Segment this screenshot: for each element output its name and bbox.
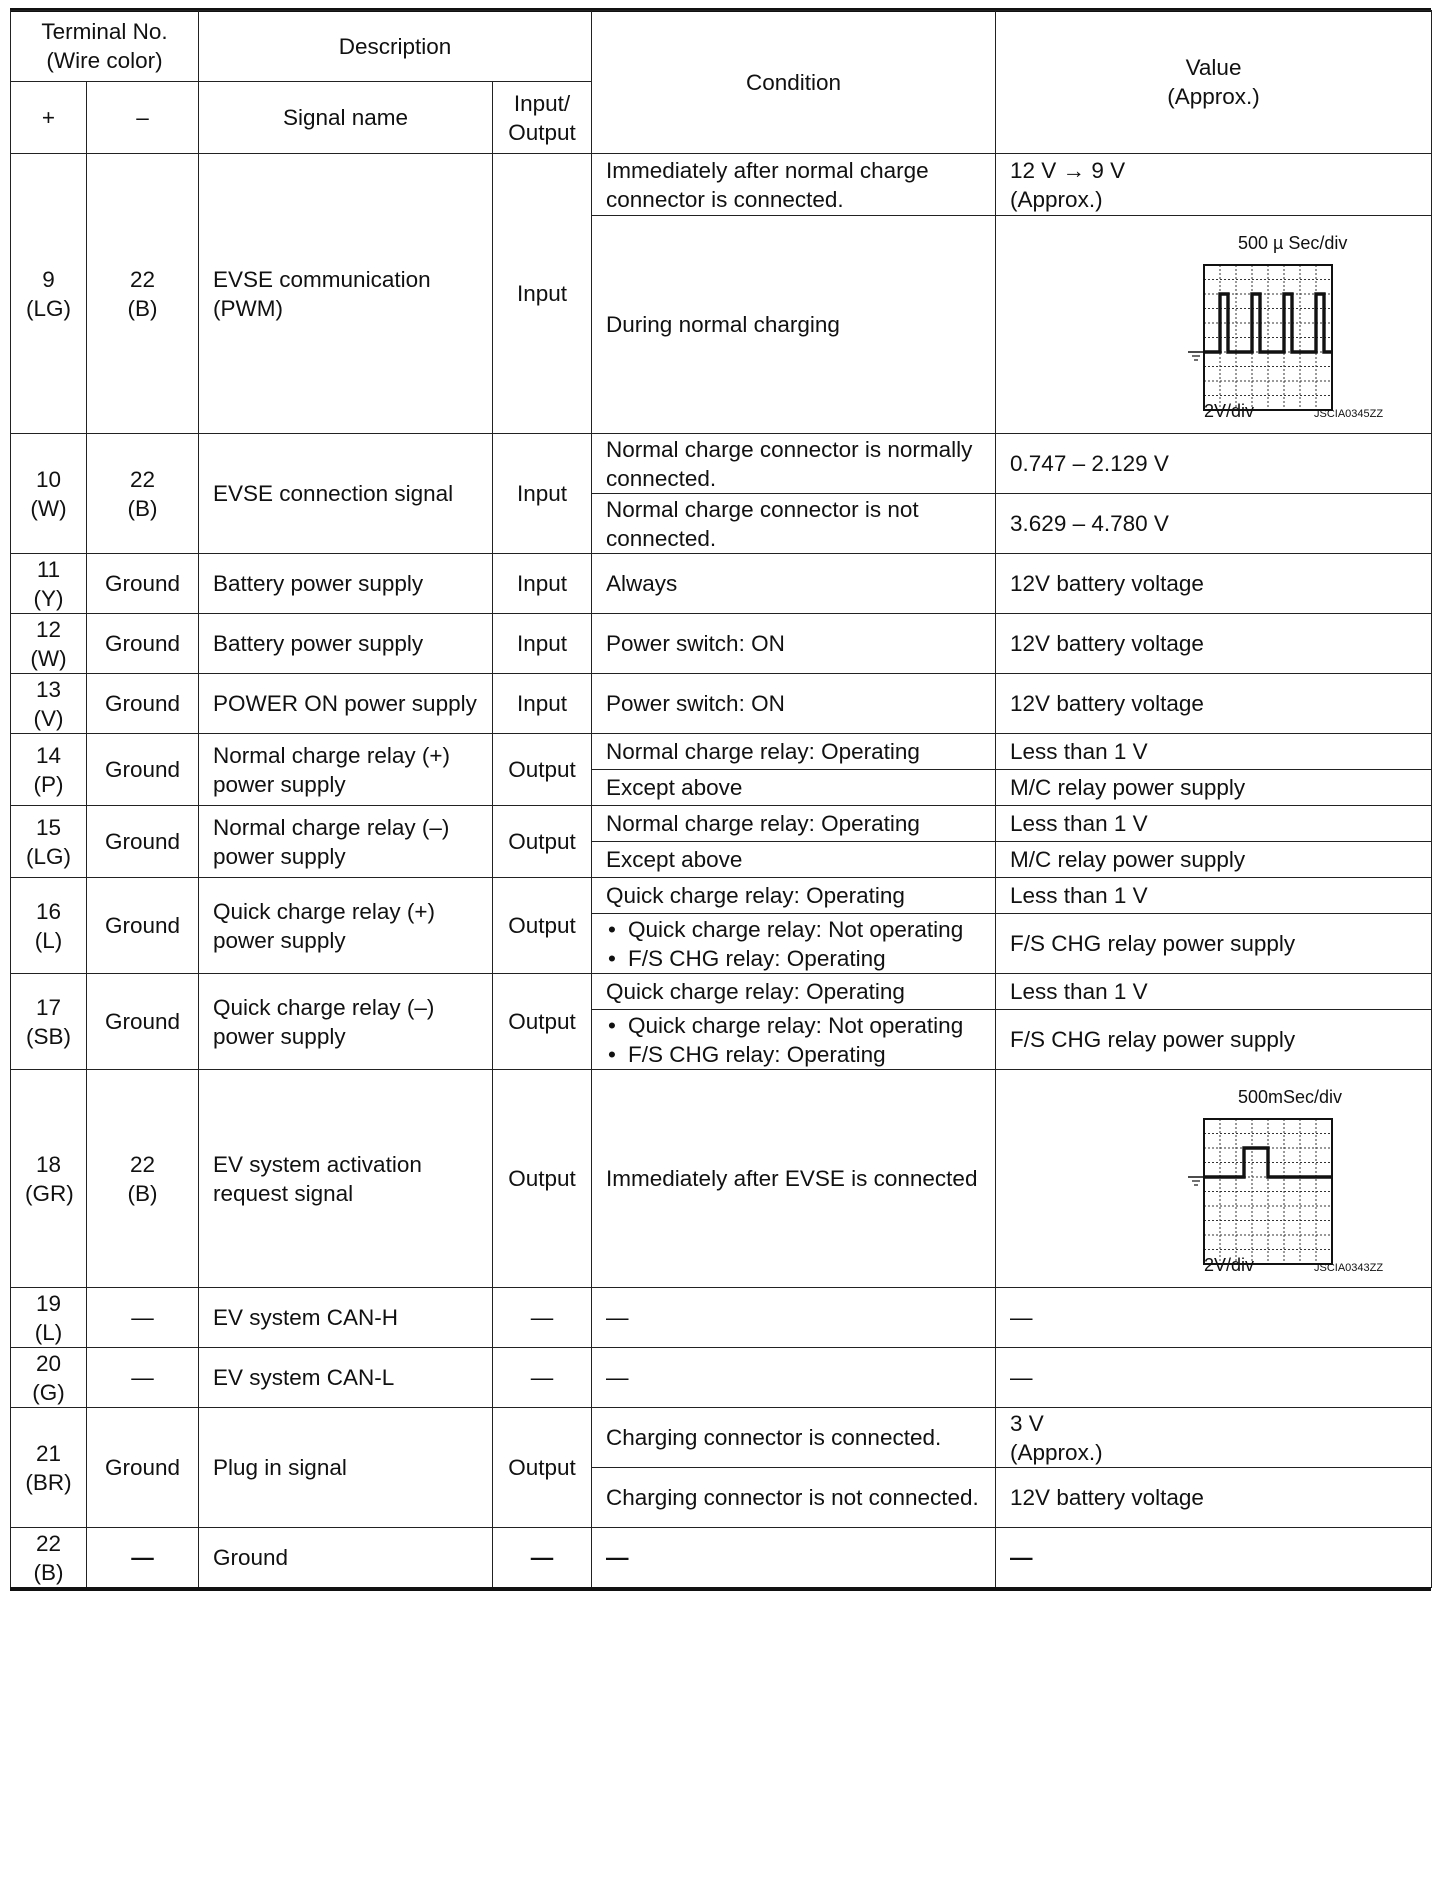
terminal-cell [11, 1288, 87, 1348]
table-bottom-rule [10, 1587, 1431, 1591]
terminal-row [11, 434, 1432, 494]
negative-wire-color: (B) [127, 1180, 158, 1206]
negative-terminal-cell [87, 614, 199, 674]
value-text: Less than 1 V [1010, 883, 1148, 908]
minus-header: – [87, 82, 199, 154]
value-cell [996, 554, 1432, 614]
signal-name-cell: Ground [199, 1528, 493, 1588]
terminal-cell [11, 1348, 87, 1408]
terminal-table [10, 10, 1432, 1588]
wire-color: (G) [32, 1379, 65, 1405]
terminal-number: 9 [42, 266, 55, 292]
value-cell [996, 1468, 1432, 1528]
io-header [493, 82, 592, 154]
terminal-row [11, 878, 1432, 914]
value-text: 3 V [1010, 1410, 1044, 1436]
condition-cell: Always [592, 554, 996, 614]
value-text: F/S CHG relay power supply [1010, 1027, 1296, 1052]
signal-name-cell: Battery power supply [199, 554, 493, 614]
wire-color: (P) [33, 771, 64, 797]
value-cell [996, 734, 1432, 770]
input-label: Input/ [513, 90, 571, 116]
terminal-number: 13 [35, 676, 62, 702]
value-text: 12V battery voltage [1010, 631, 1204, 656]
condition-header: Condition [592, 11, 996, 154]
negative-terminal-cell [87, 1348, 199, 1408]
negative-wire-color: (B) [127, 495, 158, 521]
wire-color: (L) [34, 927, 63, 953]
terminal-row [11, 1408, 1432, 1468]
terminal-cell [11, 614, 87, 674]
value-text: 0.747 – 2.129 V [1010, 451, 1169, 476]
scope-volt-div: 2V/div [1203, 1254, 1254, 1275]
negative-terminal: 22 [129, 466, 156, 492]
negative-terminal: Ground [104, 913, 181, 938]
negative-terminal: Ground [104, 829, 181, 854]
io-cell: Output [493, 878, 592, 974]
condition-cell: Immediately after EVSE is connected [592, 1070, 996, 1288]
ground-symbol-icon [1188, 352, 1204, 360]
signal-name-cell: Battery power supply [199, 614, 493, 674]
negative-terminal-cell [87, 554, 199, 614]
value-cell [996, 1408, 1432, 1468]
io-cell: — [493, 1528, 592, 1588]
terminal-number: 18 [35, 1151, 62, 1177]
value-cell [996, 494, 1432, 554]
signal-name-cell: Normal charge relay (+) power supply [199, 734, 493, 806]
signal-name-cell: Normal charge relay (–) power supply [199, 806, 493, 878]
condition-cell: Power switch: ON [592, 614, 996, 674]
signal-name-cell: Quick charge relay (+) power supply [199, 878, 493, 974]
value-approx: (Approx.) [1010, 1439, 1103, 1465]
negative-terminal: Ground [104, 571, 181, 596]
scope-figure-id: JSCIA0343ZZ [1313, 1261, 1383, 1274]
value-text: Less than 1 V [1010, 811, 1148, 836]
negative-terminal: Ground [104, 1009, 181, 1034]
wire-color: (LG) [26, 843, 71, 869]
value-header [996, 11, 1432, 154]
wire-color: (W) [30, 495, 67, 521]
terminal-number: 16 [35, 898, 62, 924]
wire-color-label: (Wire color) [46, 48, 163, 73]
condition-cell: During normal charging [592, 216, 996, 434]
condition-cell [592, 1010, 996, 1070]
table-body [11, 11, 1432, 1588]
wire-color: (V) [33, 705, 64, 731]
terminal-row [11, 1288, 1432, 1348]
condition-bullet: • F/S CHG relay: Operating [606, 944, 981, 973]
value-cell [996, 614, 1432, 674]
value-cell [996, 974, 1432, 1010]
terminal-number: 11 [36, 556, 61, 582]
terminal-row [11, 674, 1432, 734]
io-cell: Output [493, 1070, 592, 1288]
io-cell: Output [493, 1408, 592, 1528]
terminal-cell [11, 154, 87, 434]
signal-name-cell: EV system CAN-L [199, 1348, 493, 1408]
value-text: F/S CHG relay power supply [1010, 931, 1296, 956]
value-cell [996, 878, 1432, 914]
io-cell: Output [493, 974, 592, 1070]
value-cell [996, 1070, 1432, 1288]
value-text: Less than 1 V [1010, 979, 1148, 1004]
negative-terminal: 22 [129, 1151, 156, 1177]
scope-time-div: 500 µ Sec/div [1237, 232, 1347, 253]
value-cell [996, 154, 1432, 216]
value-cell [996, 770, 1432, 806]
value-cell [996, 1348, 1432, 1408]
terminal-cell [11, 1528, 87, 1588]
terminal-row [11, 806, 1432, 842]
negative-terminal-cell [87, 1528, 199, 1588]
negative-terminal-cell [87, 154, 199, 434]
negative-terminal: — [131, 1305, 154, 1330]
terminal-row [11, 154, 1432, 216]
negative-terminal-cell [87, 974, 199, 1070]
signal-name-cell: EV system CAN-H [199, 1288, 493, 1348]
terminal-row [11, 614, 1432, 674]
io-cell: Output [493, 734, 592, 806]
value-cell [996, 216, 1432, 434]
value-approx-label: (Approx.) [1167, 84, 1260, 109]
header-row-1 [11, 11, 1432, 82]
io-cell: — [493, 1288, 592, 1348]
terminal-no-header [11, 11, 199, 82]
negative-terminal-cell [87, 1070, 199, 1288]
condition-cell: Quick charge relay: Operating [592, 878, 996, 914]
io-cell: Input [493, 554, 592, 614]
terminal-number: 15 [35, 814, 62, 840]
value-text: 12V battery voltage [1010, 571, 1204, 596]
negative-wire-color: (B) [127, 295, 158, 321]
condition-bullet: • Quick charge relay: Not operating [606, 915, 981, 944]
terminal-cell [11, 434, 87, 554]
value-cell [996, 842, 1432, 878]
terminal-cell [11, 806, 87, 878]
io-cell: Input [493, 154, 592, 434]
condition-cell: Quick charge relay: Operating [592, 974, 996, 1010]
signal-name-header: Signal name [199, 82, 493, 154]
value-text: 12 V → 9 V [1010, 157, 1126, 183]
value-cell [996, 434, 1432, 494]
terminal-cell [11, 734, 87, 806]
signal-name-cell: EVSE connection signal [199, 434, 493, 554]
negative-terminal: Ground [104, 757, 181, 782]
terminal-row [11, 554, 1432, 614]
negative-terminal-cell [87, 806, 199, 878]
terminal-cell [11, 1408, 87, 1528]
signal-name-cell: Plug in signal [199, 1408, 493, 1528]
terminal-number: 20 [35, 1350, 62, 1376]
value-text: — [1010, 1365, 1033, 1390]
scope-time-div: 500mSec/div [1237, 1086, 1342, 1107]
ground-symbol-icon [1188, 1177, 1204, 1185]
negative-terminal: Ground [104, 691, 181, 716]
io-cell: Input [493, 434, 592, 554]
condition-cell: Except above [592, 842, 996, 878]
value-cell [996, 806, 1432, 842]
value-text: 12V battery voltage [1010, 1485, 1204, 1510]
condition-cell: — [592, 1348, 996, 1408]
signal-name-cell: EV system activation request signal [199, 1070, 493, 1288]
condition-bullet: • F/S CHG relay: Operating [606, 1040, 981, 1069]
condition-cell: Normal charge relay: Operating [592, 806, 996, 842]
value-cell [996, 1288, 1432, 1348]
terminal-row [11, 1528, 1432, 1588]
signal-name-cell: Quick charge relay (–) power supply [199, 974, 493, 1070]
wire-color: (Y) [33, 585, 64, 611]
value-cell [996, 1528, 1432, 1588]
value-text: 3.629 – 4.780 V [1010, 511, 1169, 536]
condition-cell: Normal charge connector is normally connected. [592, 434, 996, 494]
negative-terminal: — [131, 1545, 154, 1570]
condition-cell: — [592, 1528, 996, 1588]
value-label: Value [1185, 55, 1242, 80]
value-text: — [1010, 1545, 1033, 1570]
wire-color: (BR) [25, 1469, 72, 1495]
negative-terminal: Ground [104, 1455, 181, 1480]
condition-cell: Charging connector is not connected. [592, 1468, 996, 1528]
description-header: Description [199, 11, 592, 82]
scope-volt-div: 2V/div [1203, 400, 1254, 421]
value-text: — [1010, 1305, 1033, 1330]
terminal-row [11, 1348, 1432, 1408]
terminal-cell [11, 554, 87, 614]
terminal-cell [11, 674, 87, 734]
condition-cell: Charging connector is connected. [592, 1408, 996, 1468]
condition-bullet: • Quick charge relay: Not operating [606, 1011, 981, 1040]
io-cell: Output [493, 806, 592, 878]
terminal-number: 10 [35, 466, 62, 492]
output-label: Output [508, 119, 576, 145]
negative-terminal-cell [87, 734, 199, 806]
oscilloscope-graph [1064, 1079, 1383, 1279]
negative-terminal: — [131, 1365, 154, 1390]
terminal-cell [11, 1070, 87, 1288]
value-cell [996, 674, 1432, 734]
negative-terminal-cell [87, 878, 199, 974]
terminal-number: 19 [35, 1290, 62, 1316]
io-cell: Input [493, 614, 592, 674]
value-text: Less than 1 V [1010, 739, 1148, 764]
signal-name-cell: POWER ON power supply [199, 674, 493, 734]
value-cell [996, 1010, 1432, 1070]
negative-terminal: 22 [129, 266, 156, 292]
terminal-no-label: Terminal No. [41, 19, 168, 44]
terminal-number: 21 [35, 1440, 62, 1466]
negative-terminal-cell [87, 674, 199, 734]
condition-cell: Normal charge relay: Operating [592, 734, 996, 770]
terminal-number: 12 [35, 616, 62, 642]
terminal-number: 17 [35, 994, 62, 1020]
terminal-number: 22 [35, 1530, 62, 1556]
wire-color: (W) [30, 645, 67, 671]
signal-name-cell: EVSE communication (PWM) [199, 154, 493, 434]
value-text: M/C relay power supply [1010, 775, 1246, 800]
condition-cell: Except above [592, 770, 996, 806]
io-cell: — [493, 1348, 592, 1408]
plus-header: + [11, 82, 87, 154]
value-approx: (Approx.) [1010, 186, 1103, 212]
negative-terminal-cell [87, 1288, 199, 1348]
condition-cell [592, 914, 996, 974]
oscilloscope-graph [1064, 225, 1383, 425]
io-cell: Input [493, 674, 592, 734]
condition-cell: Immediately after normal charge connector is connected. [592, 154, 996, 216]
value-text: 12V battery voltage [1010, 691, 1204, 716]
condition-cell: Power switch: ON [592, 674, 996, 734]
negative-terminal-cell [87, 434, 199, 554]
negative-terminal: Ground [104, 631, 181, 656]
wire-color: (SB) [26, 1023, 71, 1049]
wire-color: (L) [34, 1319, 63, 1345]
terminal-spec-sheet [10, 10, 1431, 1588]
wire-color: (GR) [25, 1180, 74, 1206]
wire-color: (LG) [26, 295, 71, 321]
value-cell [996, 914, 1432, 974]
terminal-cell [11, 974, 87, 1070]
wire-color: (B) [33, 1559, 64, 1585]
terminal-row [11, 734, 1432, 770]
terminal-cell [11, 878, 87, 974]
terminal-row [11, 1070, 1432, 1288]
condition-cell: — [592, 1288, 996, 1348]
negative-terminal-cell [87, 1408, 199, 1528]
condition-cell: Normal charge connector is not connected. [592, 494, 996, 554]
value-text: M/C relay power supply [1010, 847, 1246, 872]
scope-figure-id: JSCIA0345ZZ [1313, 407, 1383, 420]
terminal-number: 14 [35, 742, 62, 768]
terminal-row [11, 974, 1432, 1010]
